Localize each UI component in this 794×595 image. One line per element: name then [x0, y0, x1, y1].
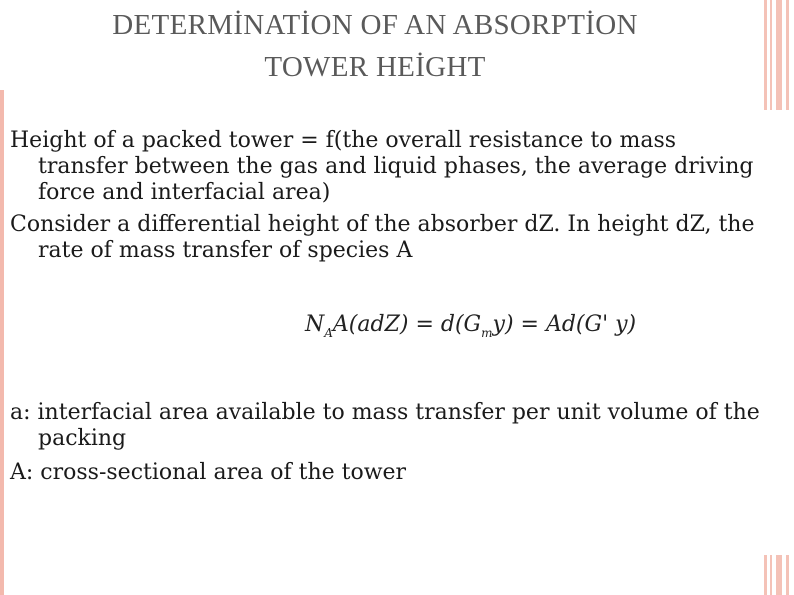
decor-bar	[776, 0, 782, 110]
equation-part: y) = Ad(G' y)	[492, 312, 637, 337]
definition-interfacial-area: a: interfacial area available to mass transfer per unit volume of the packing	[10, 400, 760, 451]
decor-bar	[786, 555, 789, 595]
decor-bar	[786, 0, 789, 110]
decor-bar	[776, 555, 782, 595]
title-line-2: TOWER HEİGHT	[264, 51, 486, 83]
paragraph-differential-height: Consider a differential height of the absorber dZ. In height dZ, the rate of mass transfer of species A	[10, 212, 755, 263]
equation-subscript: A	[324, 326, 333, 340]
definitions	[10, 400, 770, 486]
decor-bar	[764, 555, 767, 595]
slide-body	[10, 128, 770, 264]
mass-transfer-equation	[305, 312, 636, 340]
decor-bar	[764, 0, 767, 110]
left-decorative-line	[0, 90, 4, 595]
bottom-right-decoration	[760, 555, 794, 595]
equation-part: A(adZ) = d(G	[332, 312, 482, 337]
slide-title	[70, 4, 680, 88]
top-right-decoration	[760, 0, 794, 110]
equation-subscript: m	[481, 326, 493, 340]
equation-part: N	[305, 312, 325, 337]
definition-cross-sectional-area: A: cross-sectional area of the tower	[10, 460, 407, 485]
decor-bar	[770, 555, 772, 595]
title-line-1: DETERMİNATİON OF AN ABSORPTİON	[112, 9, 638, 41]
paragraph-height-definition: Height of a packed tower = f(the overall resistance to mass transfer between the gas and liquid phases, the average driving force and interfacial area)	[10, 128, 754, 205]
decor-bar	[770, 0, 772, 110]
